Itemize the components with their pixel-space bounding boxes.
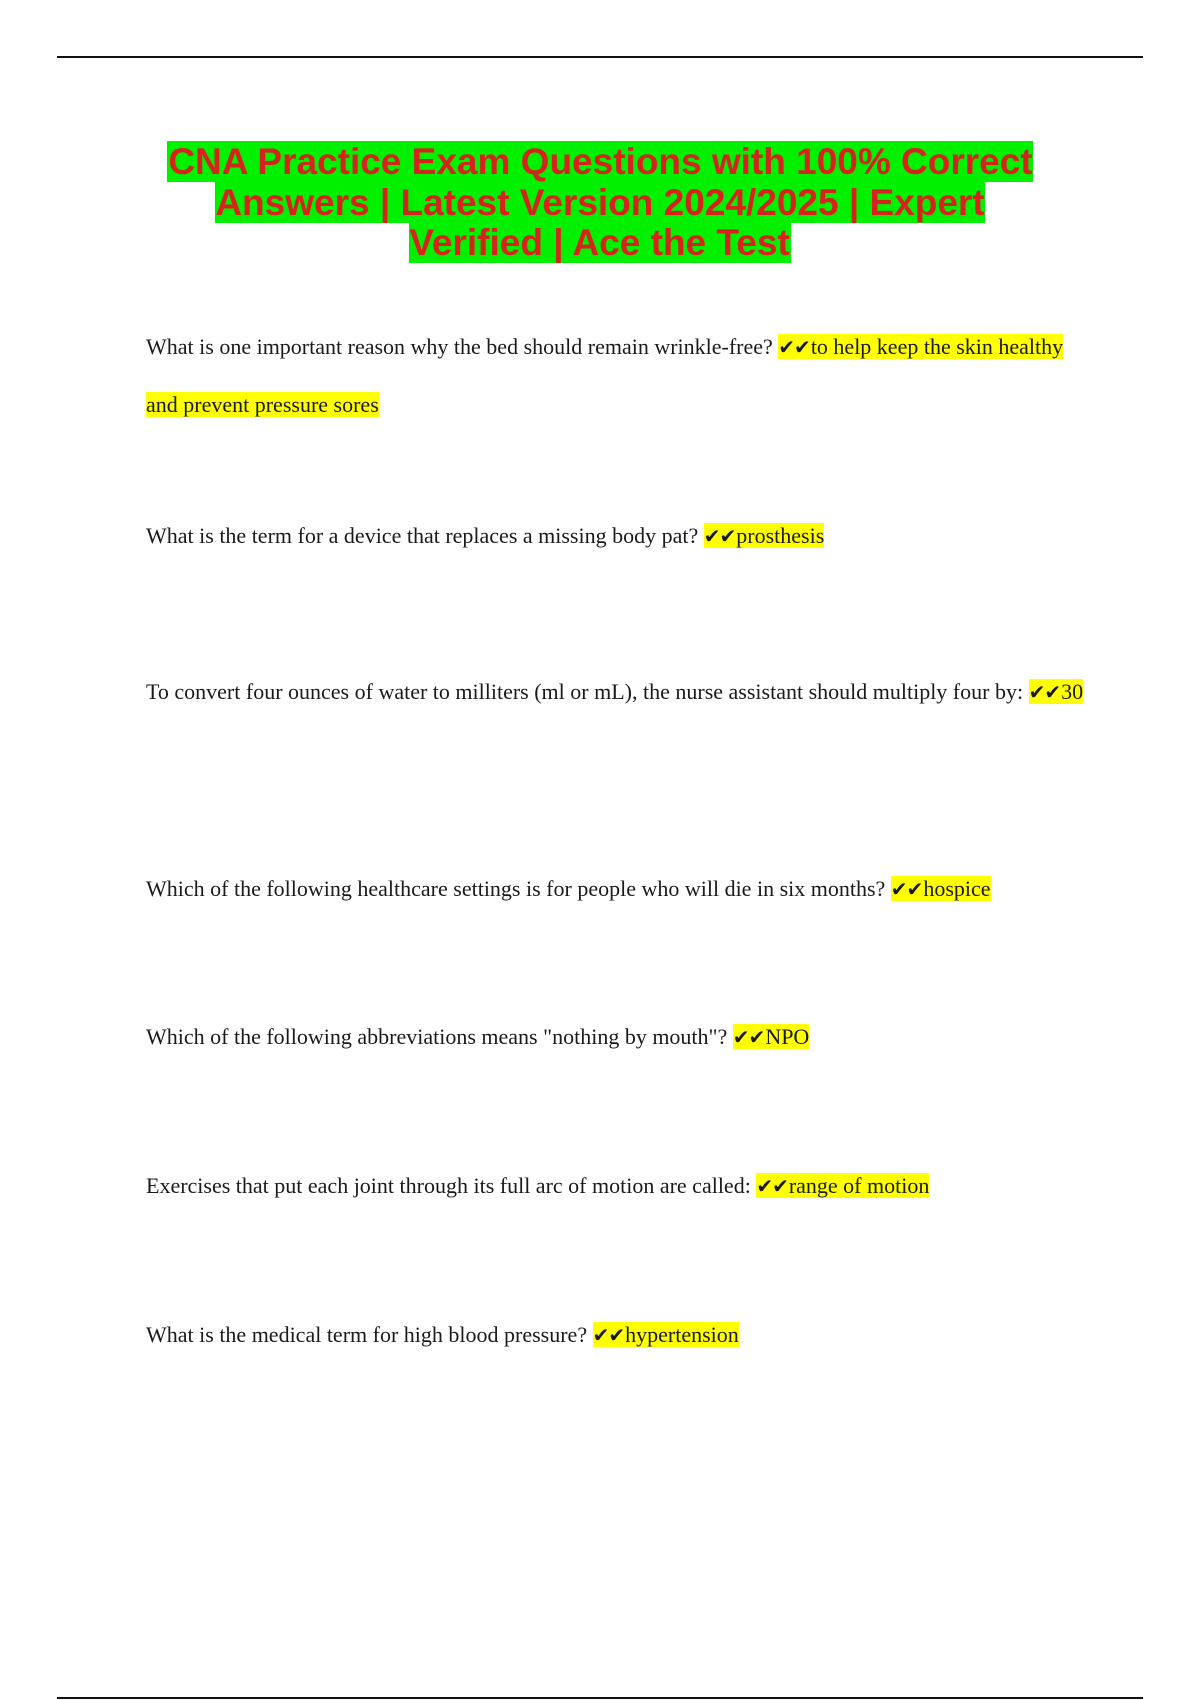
check-icon: ✔✔	[778, 335, 810, 359]
qa-item	[146, 869, 1086, 909]
check-icon: ✔✔	[703, 524, 736, 548]
check-icon: ✔✔	[592, 1323, 625, 1347]
answer-text: ✔✔range of motion	[756, 1173, 930, 1198]
qa-item	[146, 1315, 1086, 1355]
answer-text: ✔✔hypertension	[592, 1322, 739, 1347]
bottom-rule	[57, 1697, 1143, 1699]
top-rule	[57, 56, 1143, 58]
check-icon: ✔✔	[1028, 680, 1061, 704]
question-text: What is the medical term for high blood pressure?	[146, 1322, 588, 1347]
answer-text: ✔✔hospice	[890, 876, 991, 901]
qa-item	[146, 664, 1086, 720]
qa-item	[146, 516, 1086, 556]
qa-item	[146, 1166, 1086, 1206]
question-text: Exercises that put each joint through its full arc of motion are called:	[146, 1173, 751, 1198]
qa-item	[146, 1017, 1086, 1057]
answer-text: ✔✔to help keep the skin healthy and prevent pressure sores	[146, 334, 1064, 417]
check-icon: ✔✔	[732, 1025, 765, 1049]
answer-text: ✔✔30	[1028, 679, 1084, 704]
question-text: Which of the following healthcare settings is for people who will die in six months?	[146, 876, 886, 901]
answer-text: ✔✔NPO	[732, 1024, 810, 1049]
qa-item	[146, 318, 1086, 434]
question-text: Which of the following abbreviations means "nothing by mouth"?	[146, 1024, 728, 1049]
check-icon: ✔✔	[890, 877, 923, 901]
question-text: To convert four ounces of water to milliters (ml or mL), the nurse assistant should multiply four by:	[146, 679, 1024, 704]
question-text: What is the term for a device that replaces a missing body pat?	[146, 523, 699, 548]
document-title: CNA Practice Exam Questions with 100% Correct Answers | Latest Version 2024/2025 | Expert Verified | Ace the Test	[168, 141, 1033, 263]
title-block	[0, 142, 1200, 264]
check-icon: ✔✔	[756, 1174, 788, 1198]
question-text: What is one important reason why the bed should remain wrinkle-free?	[146, 334, 773, 359]
answer-text: ✔✔prosthesis	[703, 523, 825, 548]
